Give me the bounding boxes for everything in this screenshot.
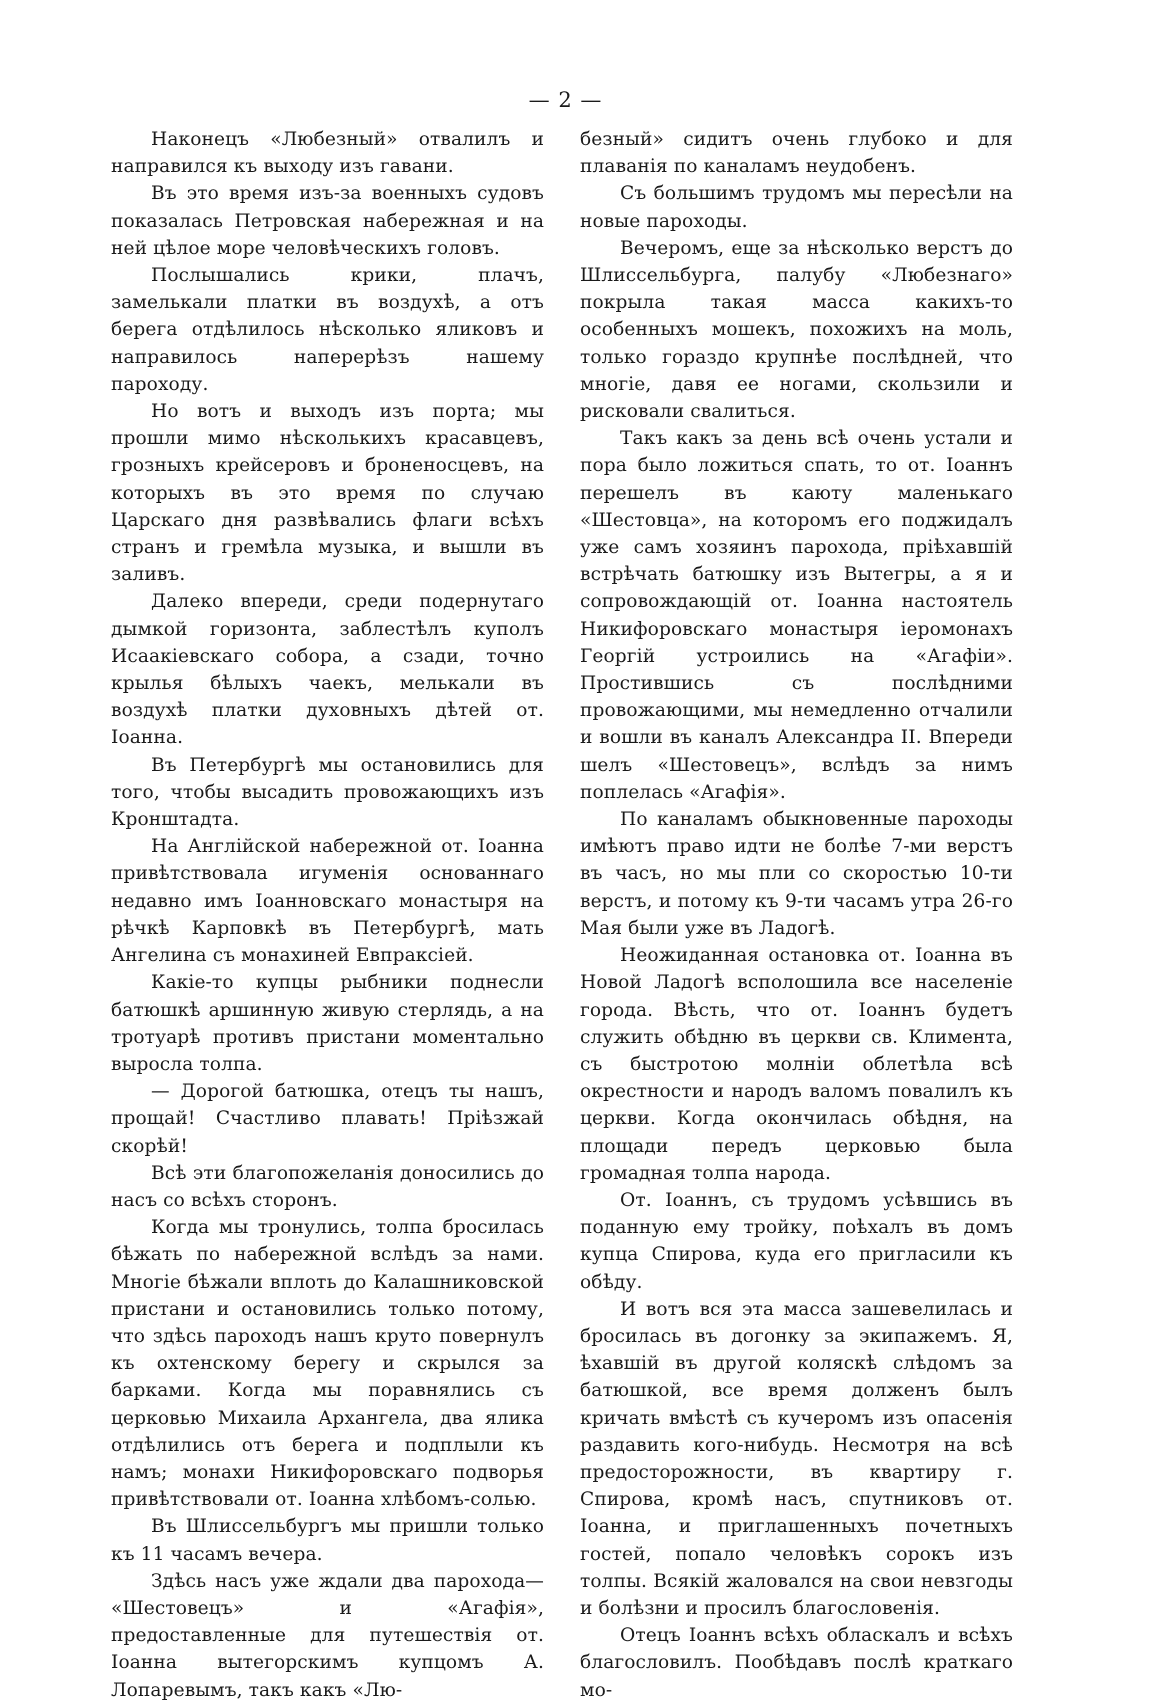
paragraph: Отецъ Іоаннъ всѣхъ обласкалъ и всѣхъ благословилъ. Пообѣдавъ послѣ краткаго мо- (580, 1625, 1013, 1701)
paragraph: Всѣ эти благопожеланія доносились до насъ со всѣхъ сторонъ. (111, 1162, 544, 1211)
paragraph-continuation: безный» сидитъ очень глубоко и для плаванія по каналамъ неудобенъ. (580, 129, 1013, 178)
paragraph: Здѣсь насъ уже ждали два парохода— «Шестовецъ» и «Агафія», предоставленные для путешествія от. Іоанна вытегорскимъ купцомъ А. Лопаревымъ, такъ какъ «Лю- (111, 1570, 544, 1701)
paragraph: — Дорогой батюшка, отецъ ты нашъ, прощай! Счастливо плавать! Пріѣзжай скорѣй! (111, 1081, 544, 1157)
paragraph: Въ это время изъ-за военныхъ судовъ показалась Петровская набережная и на ней цѣлое море человѣческихъ головъ. (111, 183, 544, 259)
paragraph: Далеко впереди, среди подернутаго дымкой горизонта, заблестѣлъ куполъ Исаакіевскаго собора, а сзади, точно крылья бѣлыхъ чаекъ, мелькали въ воздухѣ платки духовныхъ дѣтей от. Іоанна. (111, 591, 544, 749)
paragraph: По каналамъ обыкновенные пароходы имѣютъ право идти не болѣе 7-ми верстъ въ часъ, но мы пли со скоростью 10-ти верстъ, и потому къ 9-ти часамъ утра 26-го Мая были уже въ Ладогѣ. (580, 809, 1013, 939)
left-column (111, 126, 544, 1704)
paragraph: Какіе-то купцы рыбники поднесли батюшкѣ аршинную живую стерлядь, а на тротуарѣ противъ пристани моментально выросла толпа. (111, 972, 544, 1075)
right-column (580, 126, 1013, 1704)
paragraph: Вечеромъ, еще за нѣсколько верстъ до Шлиссельбурга, палубу «Любезнаго» покрыла такая масса какихъ-то особенныхъ мошекъ, похожихъ на моль, только гораздо крупнѣе послѣдней, что многіе, давя ее ногами, скользили и рисковали свалиться. (580, 237, 1013, 423)
paragraph: Когда мы тронулись, толпа бросилась бѣжать по набережной вслѣдъ за нами. Многіе бѣжали вплоть до Калашниковской пристани и остановились только потому, что здѣсь пароходъ нашъ круто повернулъ къ охтенскому берегу и скрылся за барками. Когда мы поравнялись съ церковью Михаила Архангела, два ялика отдѣлились отъ берега и подплыли къ намъ; монахи Никифоровскаго подворья привѣтствовали от. Іоанна хлѣбомъ-солью. (111, 1217, 544, 1511)
paragraph: Въ Петербургѣ мы остановились для того, чтобы высадить провожающихъ изъ Кронштадта. (111, 754, 544, 831)
paragraph: Съ большимъ трудомъ мы пересѣли на новые пароходы. (580, 183, 1013, 232)
paragraph: На Англійской набережной от. Іоанна привѣтствовала игуменія основаннаго недавно имъ Іоанновскаго монастыря на рѣчкѣ Карповкѣ въ Петербургѣ, мать Ангелина съ монахиней Евпраксіей. (111, 836, 544, 967)
paragraph: Такъ какъ за день всѣ очень устали и пора было ложиться спать, то от. Іоаннъ перешелъ въ каюту маленькаго «Шестовца», на которомъ его поджидалъ уже самъ хозяинъ парохода, пріѣхавшій встрѣчать батюшку изъ Вытегры, а я и сопровождающій от. Іоанна настоятель Никифоровскаго монастыря іеромонахъ Георгій устроились на «Агафіи». Простившись съ послѣдними провожающими, мы немедленно отчалили и вошли въ каналъ Александра II. Впереди шелъ «Шестовецъ», вслѣдъ за нимъ поплелась «Агафія». (580, 428, 1013, 803)
paragraph: И вотъ вся эта масса зашевелилась и бросилась въ догонку за экипажемъ. Я, ѣхавшій въ другой коляскѣ слѣдомъ за батюшкой, все время долженъ былъ кричать вмѣстѣ съ кучеромъ изъ опасенія раздавить кого-нибудь. Несмотря на всѣ предосторожности, въ квартиру г. Спирова, кромѣ насъ, спутниковъ от. Іоанна, и приглашенныхъ почетныхъ гостей, попало человѣкъ сорокъ изъ толпы. Всякій жаловался на свои невзгоды и болѣзни и просилъ благословенія. (580, 1298, 1013, 1619)
paragraph: Наконецъ «Любезный» отвалилъ и направился къ выходу изъ гавани. (111, 129, 544, 178)
paragraph: Въ Шлиссельбургъ мы пришли только къ 11 часамъ вечера. (111, 1516, 544, 1565)
paragraph: От. Іоаннъ, съ трудомъ усѣвшись въ поданную ему тройку, поѣхалъ въ домъ купца Спирова, куда его пригласили къ обѣду. (580, 1189, 1013, 1293)
paragraph: Но вотъ и выходъ изъ порта; мы прошли мимо нѣсколькихъ красавцевъ, грозныхъ крейсеровъ и броненосцевъ, на которыхъ въ это время по случаю Царскаго дня развѣвались флаги всѣхъ странъ и гремѣла музыка, и вышли въ заливъ. (111, 401, 544, 586)
page-number: — 2 — (528, 88, 603, 112)
paragraph: Послышались крики, плачъ, замелькали платки въ воздухѣ, а отъ берега отдѣлилось нѣсколько яликовъ и направилось наперерѣзъ нашему пароходу. (111, 265, 544, 395)
paragraph: Неожиданная остановка от. Іоанна въ Новой Ладогѣ всполошила все населеніе города. Вѣсть, что от. Іоаннъ будетъ служить обѣдню въ церкви св. Климента, съ быстротою молніи облетѣла всѣ окрестности и народъ валомъ повалилъ къ церкви. Когда окончилась обѣдня, на площади передъ церковью была громадная толпа народа. (580, 945, 1013, 1184)
